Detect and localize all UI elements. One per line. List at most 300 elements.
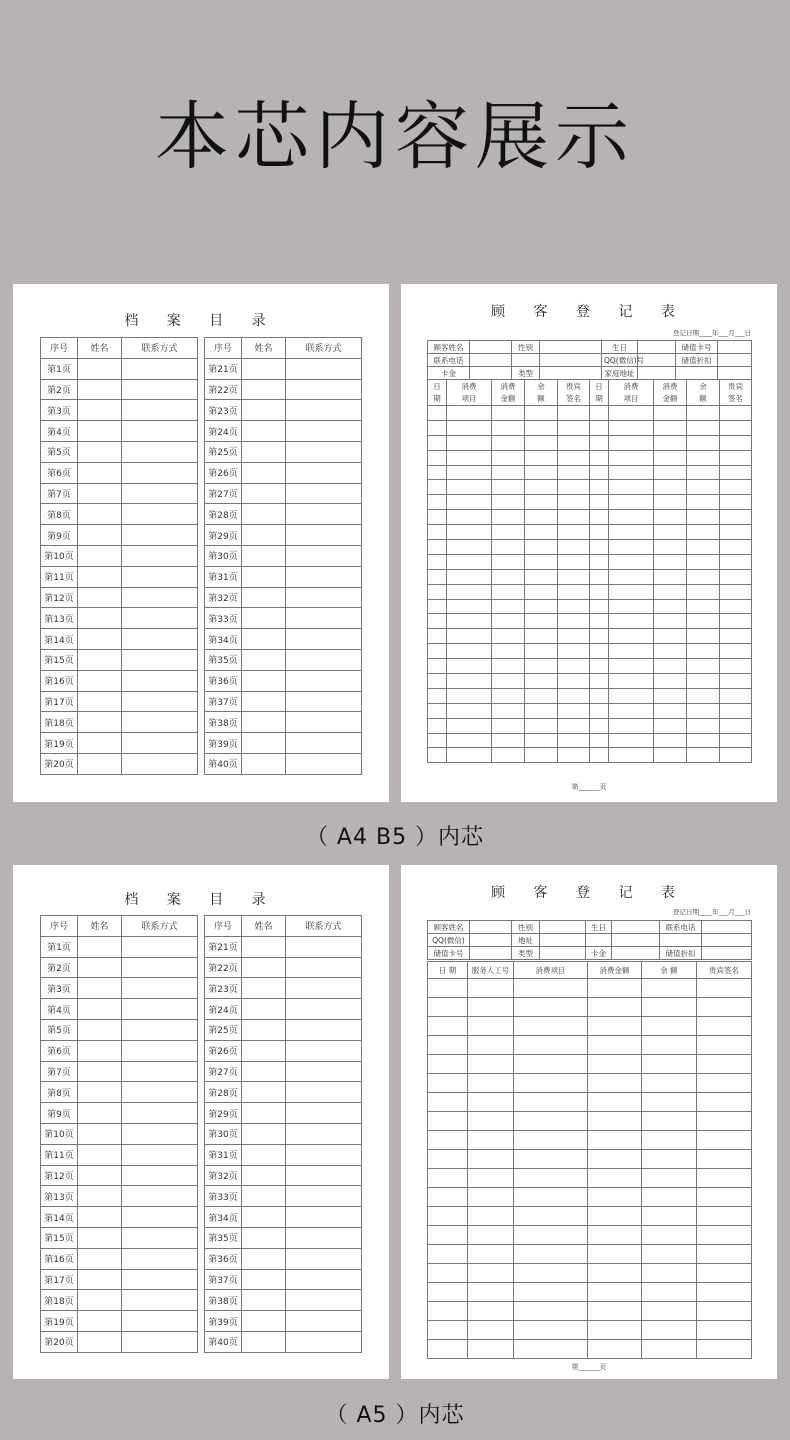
page-number-cell: 第17页 [41,1269,78,1290]
record-cell [428,614,447,629]
record-cell [687,495,720,510]
page-number-cell: 第18页 [41,712,78,733]
record-cell [588,1150,642,1169]
record-cell [468,1055,514,1074]
table-row [41,712,198,733]
contact-cell [286,1311,362,1332]
column-header-line: 期 [433,393,441,403]
info-cell [612,947,660,960]
info-cell: 类型 [512,947,540,960]
table-row [428,554,752,569]
record-cell [558,703,590,718]
table-row [428,599,752,614]
record-cell [588,1207,642,1226]
page-number-cell: 第32页 [205,1165,242,1186]
record-cell [687,480,720,495]
record-cell [697,979,752,998]
contact-cell [286,525,362,546]
table-row [41,957,198,978]
page-number-cell: 第32页 [205,587,242,608]
name-cell [78,1290,122,1311]
contact-cell [286,936,362,957]
record-cell [492,674,525,689]
contact-cell [286,379,362,400]
record-cell [447,569,492,584]
record-cell [720,435,752,450]
record-cell [590,495,609,510]
info-cell [718,367,752,380]
name-cell [78,1123,122,1144]
page-number-cell: 第28页 [205,504,242,525]
table-row [205,1019,362,1040]
column-header: 余 额 [642,962,697,979]
name-cell [242,1269,286,1290]
column-header [492,380,525,406]
table-row [428,1055,752,1074]
table-row [41,1186,198,1207]
contact-cell [286,566,362,587]
name-cell [242,1123,286,1144]
record-cell [447,733,492,748]
column-header-line: 额 [699,393,707,403]
record-cell [428,1112,468,1131]
record-cell [654,569,687,584]
record-cell [687,748,720,763]
record-cell [428,748,447,763]
contact-cell [122,1019,198,1040]
info-cell [676,367,718,380]
record-cell [609,688,654,703]
column-header-line: 签名 [728,393,743,403]
record-cell [492,450,525,465]
record-cell [697,1131,752,1150]
consumption-record-table [427,961,752,1359]
record-cell [558,495,590,510]
record-cell [468,1283,514,1302]
record-cell [609,629,654,644]
name-cell [242,462,286,483]
record-cell [642,998,697,1017]
record-cell [590,748,609,763]
record-cell [558,718,590,733]
table-row [428,998,752,1017]
record-cell [590,644,609,659]
page-number-cell: 第24页 [205,999,242,1020]
info-cell [470,341,512,354]
record-cell [588,1302,642,1321]
contact-cell [286,1207,362,1228]
table-row [205,1165,362,1186]
table-row [205,629,362,650]
archive-index-title: 档 案 目 录 [124,892,278,908]
record-cell [642,1036,697,1055]
info-cell: 联系电话 [660,921,702,934]
name-cell [78,936,122,957]
column-header: 序号 [41,916,78,937]
column-header-line: 消费 [461,381,477,391]
record-cell [558,510,590,525]
register-date-line: 登记日期____年___月___日 [673,908,751,916]
column-header-line: 贵宾 [566,381,581,391]
table-row [41,1019,198,1040]
name-cell [242,999,286,1020]
column-header-line: 额 [537,393,545,403]
record-cell [588,1093,642,1112]
record-cell [720,688,752,703]
name-cell [242,441,286,462]
record-cell [588,1055,642,1074]
table-row [428,659,752,674]
record-cell [558,554,590,569]
page-number-cell: 第20页 [41,753,78,774]
page-number-cell: 第20页 [41,1331,78,1352]
record-cell [468,1112,514,1131]
record-cell [447,584,492,599]
table-row [428,718,752,733]
page-number-cell: 第25页 [205,1019,242,1040]
table-row [41,629,198,650]
record-cell [642,1340,697,1359]
record-cell [720,748,752,763]
record-cell [428,495,447,510]
record-cell [720,525,752,540]
record-cell [525,569,558,584]
record-cell [447,644,492,659]
record-cell [588,998,642,1017]
contact-cell [122,1186,198,1207]
table-row [428,1017,752,1036]
name-cell [78,1227,122,1248]
name-cell [242,1061,286,1082]
info-cell: QQ(微信) [428,934,470,947]
record-cell [525,420,558,435]
record-cell [642,1017,697,1036]
page-number-label: 第______页 [571,1363,607,1371]
column-header-line: 签名 [566,393,581,403]
info-cell [540,947,586,960]
name-cell [78,670,122,691]
name-cell [78,483,122,504]
record-cell [642,1112,697,1131]
record-cell [492,629,525,644]
contact-cell [122,978,198,999]
table-row [41,587,198,608]
record-cell [428,1302,468,1321]
record-cell [642,1264,697,1283]
record-cell [687,435,720,450]
record-cell [642,1226,697,1245]
contact-cell [286,649,362,670]
contact-cell [286,1227,362,1248]
record-cell [428,1264,468,1283]
record-cell [468,1264,514,1283]
column-header: 序号 [205,338,242,359]
table-row [205,957,362,978]
table-row [41,1123,198,1144]
record-cell [654,584,687,599]
record-cell [492,406,525,421]
record-cell [558,659,590,674]
record-cell [590,480,609,495]
table-row [428,1302,752,1321]
record-cell [687,703,720,718]
table-row [428,1283,752,1302]
page-number-cell: 第15页 [41,1227,78,1248]
record-cell [642,1169,697,1188]
name-cell [242,1144,286,1165]
record-cell [525,480,558,495]
record-cell [687,525,720,540]
record-cell [428,1036,468,1055]
record-cell [492,614,525,629]
record-cell [428,480,447,495]
customer-register-sheet-a4 [401,284,777,802]
record-cell [642,1321,697,1340]
page-number-cell: 第40页 [205,753,242,774]
record-cell [514,1321,588,1340]
name-cell [78,1269,122,1290]
record-cell [525,644,558,659]
record-cell [720,480,752,495]
record-cell [642,1150,697,1169]
table-row [205,1331,362,1352]
contact-cell [286,608,362,629]
page-number-cell: 第22页 [205,957,242,978]
table-row [205,379,362,400]
record-cell [514,1074,588,1093]
record-cell [720,674,752,689]
record-cell [588,1340,642,1359]
name-cell [242,545,286,566]
record-cell [720,644,752,659]
record-cell [590,733,609,748]
page-number-cell: 第25页 [205,441,242,462]
record-cell [609,659,654,674]
table-row [41,525,198,546]
record-cell [720,510,752,525]
record-cell [468,998,514,1017]
name-cell [78,525,122,546]
info-cell [470,354,512,367]
info-cell: 储值折扣 [660,947,702,960]
record-cell [588,1131,642,1150]
page-number-cell: 第8页 [41,1082,78,1103]
record-cell [428,629,447,644]
contact-cell [122,421,198,442]
page-number-cell: 第3页 [41,400,78,421]
name-cell [242,525,286,546]
contact-cell [286,1290,362,1311]
contact-cell [286,999,362,1020]
record-cell [558,629,590,644]
record-cell [609,406,654,421]
page-number-cell: 第16页 [41,1248,78,1269]
record-cell [687,584,720,599]
name-cell [78,1103,122,1124]
name-cell [78,379,122,400]
name-cell [242,1331,286,1352]
record-cell [654,688,687,703]
record-cell [428,1055,468,1074]
info-row [428,921,752,934]
record-cell [514,1150,588,1169]
record-cell [525,584,558,599]
record-cell [428,525,447,540]
page-number-cell: 第38页 [205,1290,242,1311]
table-row [41,1165,198,1186]
column-header-line: 消费 [662,381,678,391]
record-cell [558,465,590,480]
column-header [720,380,752,406]
info-cell [718,341,752,354]
info-cell [586,934,612,947]
table-row [205,936,362,957]
info-cell: 性别 [512,341,540,354]
page-number-cell: 第16页 [41,670,78,691]
caption-a5: （ A5 ）内芯 [325,1403,465,1428]
table-row [41,670,198,691]
name-cell [242,1248,286,1269]
record-cell [468,1207,514,1226]
column-header-line: 余 [699,381,707,391]
page-number-cell: 第33页 [205,1186,242,1207]
name-cell [78,1331,122,1352]
contact-cell [286,587,362,608]
record-cell [558,614,590,629]
column-header [447,380,492,406]
record-cell [514,1188,588,1207]
record-cell [525,599,558,614]
record-cell [609,450,654,465]
column-header: 贵宾签名 [697,962,752,979]
table-row [428,1264,752,1283]
contact-cell [122,1290,198,1311]
column-header: 日 期 [428,962,468,979]
customer-info-table [427,340,752,380]
name-cell [242,1290,286,1311]
contact-cell [286,504,362,525]
info-row [428,947,752,960]
page-number-cell: 第9页 [41,1103,78,1124]
table-row [205,545,362,566]
column-header-line: 消费 [623,381,639,391]
table-row [41,1061,198,1082]
column-header: 姓名 [78,338,122,359]
column-header-line: 项目 [623,393,639,403]
record-cell [525,688,558,703]
record-cell [428,420,447,435]
record-cell [609,718,654,733]
table-row [205,1248,362,1269]
record-cell [447,748,492,763]
customer-info-table [427,920,752,960]
page-number-cell: 第23页 [205,978,242,999]
table-row [428,420,752,435]
record-cell [447,614,492,629]
page-number-cell: 第26页 [205,462,242,483]
record-cell [468,1169,514,1188]
record-cell [558,435,590,450]
table-row [428,406,752,421]
column-header: 姓名 [242,916,286,937]
table-header-row [205,338,362,359]
record-cell [558,540,590,555]
table-row [205,421,362,442]
contact-cell [122,936,198,957]
record-cell [697,1074,752,1093]
table-row [205,441,362,462]
record-cell [468,1302,514,1321]
record-cell [558,480,590,495]
record-cell [492,554,525,569]
info-cell: 性别 [512,921,540,934]
page-number-cell: 第24页 [205,421,242,442]
table-row [41,566,198,587]
record-cell [609,554,654,569]
record-cell [447,480,492,495]
contact-cell [122,441,198,462]
record-cell [609,569,654,584]
record-cell [514,1036,588,1055]
record-cell [514,1245,588,1264]
record-cell [428,450,447,465]
record-cell [468,1074,514,1093]
contact-cell [286,1123,362,1144]
info-cell [470,367,512,380]
name-cell [242,1082,286,1103]
page-number-cell: 第34页 [205,629,242,650]
table-row [41,1082,198,1103]
page-number-cell: 第7页 [41,483,78,504]
record-cell [687,540,720,555]
page-number-cell: 第2页 [41,379,78,400]
table-row [428,644,752,659]
record-cell [525,525,558,540]
record-cell [468,1131,514,1150]
record-cell [609,465,654,480]
contact-cell [122,1061,198,1082]
record-cell [642,1245,697,1264]
column-header-line: 金额 [662,393,678,403]
page-number-cell: 第33页 [205,608,242,629]
contact-cell [286,1165,362,1186]
page-number-cell: 第5页 [41,1019,78,1040]
record-cell [590,450,609,465]
table-row [205,400,362,421]
table-row [41,649,198,670]
table-row [205,525,362,546]
record-cell [492,703,525,718]
page-number-cell: 第27页 [205,483,242,504]
record-cell [525,659,558,674]
name-cell [242,608,286,629]
record-cell [609,733,654,748]
record-cell [525,703,558,718]
record-cell [447,688,492,703]
record-cell [687,420,720,435]
record-cell [468,1340,514,1359]
contact-cell [122,1311,198,1332]
record-cell [697,1283,752,1302]
name-cell [78,978,122,999]
name-cell [242,1207,286,1228]
column-header-line: 日 [433,381,441,391]
name-cell [242,1311,286,1332]
record-cell [428,644,447,659]
contact-cell [122,1207,198,1228]
record-cell [697,1169,752,1188]
name-cell [242,587,286,608]
